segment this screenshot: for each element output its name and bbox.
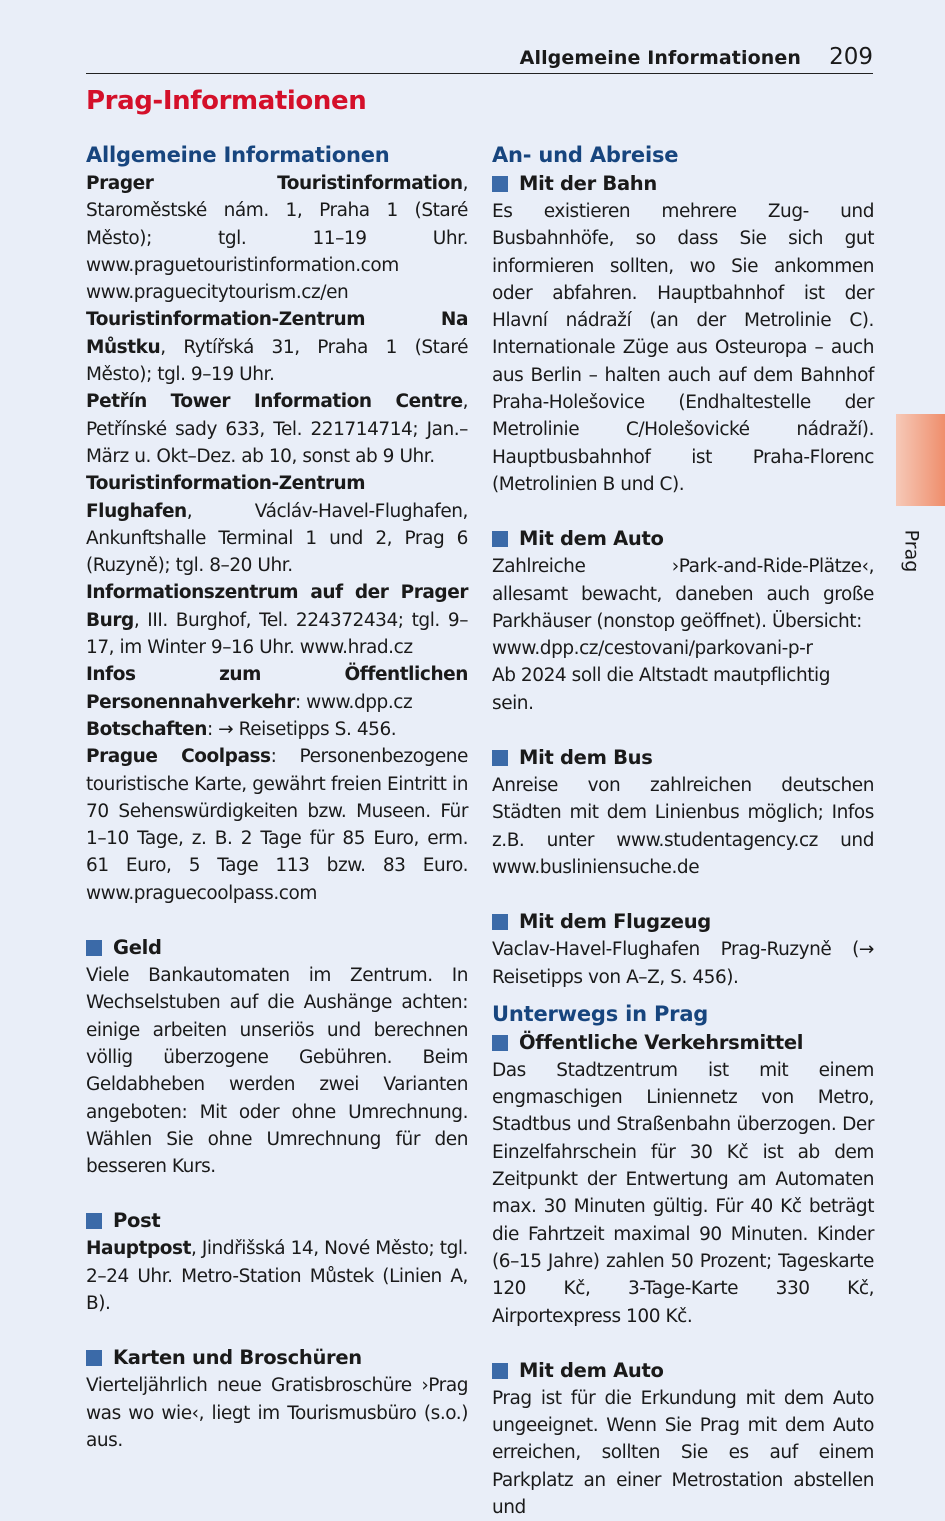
- heading-unterwegs: Unterwegs in Prag: [492, 1001, 709, 1026]
- running-header: [86, 44, 873, 74]
- text-oev: Das Stadtzentrum ist mit einem engmaschigen Liniennetz von Metro, Stadtbus und Straßenbahn überzogen. Der Einzelfahrschein für 30 Kč ist ab dem Zeitpunkt der Entwertung am Automaten max. 30 Minuten gültig. Für 40 Kč beträgt die Fahrtzeit maximal 90 Minuten. Kinder (6–15 Jahre) zahlen 50 Prozent; Tageskarte 120 Kč, 3-Tage-Karte 330 Kč, Airportexpress 100 Kč.: [492, 1059, 874, 1327]
- entry-oepnv: Infos zum Öffentlichen Personennahverkehr: www.dpp.cz: [86, 664, 468, 713]
- text-flugzeug: Vaclav-Havel-Flughafen Prag-Ruzyně (→ Reisetipps von A–Z, S. 456).: [492, 939, 874, 988]
- side-tab-marker: [896, 414, 945, 506]
- url-dpp-parkovani: www.dpp.cz/cestovani/parkovani-p-r: [492, 638, 813, 660]
- square-bullet-icon: [492, 914, 508, 930]
- note-maut: Ab 2024 soll die Altstadt mautpflichtig sein.: [492, 665, 831, 714]
- heading-karten: Karten und Broschüren: [86, 1344, 468, 1372]
- square-bullet-icon: [86, 940, 102, 956]
- heading-anreise: An- und Abreise: [492, 143, 679, 167]
- text-bahn: Es existieren mehrere Zug- und Busbahnhöfe, so dass Sie sich gut informieren sollten, wo Sie ankommen oder abfahren. Hauptbahnhof ist der Hlavní nádraží (an der Metrolinie C). Internationale Züge aus Osteuropa – auch aus Berlin – halten auch auf dem Bahnhof Praha-Holešovice (Endhaltestelle der Metrolinie C/Holešovické nádraží). Hauptbusbahnhof ist Praha-Florenc (Metrolinien B und C).: [492, 201, 874, 495]
- heading-geld: Geld: [86, 934, 468, 962]
- entry-burg: Informationszentrum auf der Prager Burg, III. Burghof, Tel. 224372434; tgl. 9–17, im Winter 9–16 Uhr. www.hrad.cz: [86, 582, 468, 659]
- heading-oev: Öffentliche Verkehrsmittel: [492, 1029, 874, 1057]
- entry-na-mustku: Touristinformation-Zentrum Na Můstku, Rytířská 31, Praha 1 (Staré Město); tgl. 9–19 Uhr.: [86, 309, 468, 386]
- heading-auto-unterwegs: Mit dem Auto: [492, 1357, 874, 1385]
- heading-auto-anreise: Mit dem Auto: [492, 525, 874, 553]
- square-bullet-icon: [492, 1363, 508, 1379]
- text-auto-anreise: Zahlreiche ›Park-and-Ride-Plätze‹, allesamt bewacht, daneben auch große Parkhäuser (nonstop geöffnet). Übersicht:: [492, 556, 874, 632]
- left-column: [86, 140, 468, 1454]
- page-title: Prag-Informationen: [86, 86, 367, 116]
- entry-coolpass: Prague Coolpass: Personenbezogene touristische Karte, gewährt freien Eintritt in 70 Sehenswürdigkeiten bzw. Museen. Für 1–10 Tage, z. B. 2 Tage für 85 Euro, erm. 61 Euro, 5 Tage 113 bzw. 83 Euro. www.praguecoolpass.com: [86, 746, 468, 904]
- text-auto-unterwegs: Prag ist für die Erkundung mit dem Auto ungeeignet. Wenn Sie Prag mit dem Auto erreichen, sollten Sie es auf einem Parkplatz an einer Metrostation abstellen und: [492, 1387, 874, 1518]
- square-bullet-icon: [492, 176, 508, 192]
- heading-allgemein: Allgemeine Informationen: [86, 143, 390, 167]
- heading-post: Post: [86, 1207, 468, 1235]
- section-auto-unterwegs: [492, 1357, 874, 1521]
- entry-flughafen: Touristinformation-Zentrum Flughafen, Václáv-Havel-Flughafen, Ankunftshalle Terminal 1 und 2, Prag 6 (Ruzyně); tgl. 8–20 Uhr.: [86, 473, 468, 577]
- text-post: Hauptpost, Jindřišská 14, Nové Město; tgl. 2–24 Uhr. Metro-Station Můstek (Linien A, B).: [86, 1238, 468, 1314]
- text-karten: Vierteljährlich neue Gratisbroschüre ›Prag was wo wie‹, liegt im Tourismusbüro (s.o.) aus.: [86, 1375, 468, 1451]
- text-bus: Anreise von zahlreichen deutschen Städten mit dem Linienbus möglich; Infos z.B. unter www.studentagency.cz und www.busliniensuche.de: [492, 775, 874, 878]
- section-geld: [86, 934, 468, 1180]
- square-bullet-icon: [492, 531, 508, 547]
- right-column: [492, 140, 874, 1521]
- text-geld: Viele Bankautomaten im Zentrum. In Wechselstuben auf die Aushänge achten: einige arbeiten unseriös und berechnen völlig überzogene Gebühren. Beim Geldabheben werden zwei Varianten angeboten: Mit oder ohne Umrechnung. Wählen Sie ohne Umrechnung für den besseren Kurs.: [86, 965, 468, 1178]
- square-bullet-icon: [86, 1350, 102, 1366]
- section-bus: [492, 744, 874, 881]
- section-allgemein: [86, 140, 468, 907]
- side-tab-label: Prag: [900, 529, 923, 573]
- square-bullet-icon: [492, 1035, 508, 1051]
- section-unterwegs: [492, 999, 874, 1330]
- heading-bus: Mit dem Bus: [492, 744, 874, 772]
- running-title: Allgemeine Informationen: [519, 47, 801, 69]
- entry-botschaften: Botschaften: → Reisetipps S. 456.: [86, 718, 397, 740]
- entry-touristinfo: Prager Touristinformation, Staroměstské nám. 1, Praha 1 (Staré Město); tgl. 11–19 Uhr. www.praguetouristinformation.com www.praguecitytourism.cz/en: [86, 173, 468, 304]
- heading-flugzeug: Mit dem Flugzeug: [492, 908, 874, 936]
- section-post: [86, 1207, 468, 1317]
- heading-bahn: Mit der Bahn: [492, 170, 874, 198]
- section-auto-anreise: [492, 525, 874, 717]
- page-number: 209: [829, 44, 873, 70]
- entry-petrin: Petřín Tower Information Centre, Petřínské sady 633, Tel. 221714714; Jan.–März u. Okt–Dez. ab 10, sonst ab 9 Uhr.: [86, 391, 468, 467]
- section-karten: [86, 1344, 468, 1454]
- section-anreise: [492, 140, 874, 498]
- square-bullet-icon: [86, 1213, 102, 1229]
- section-flugzeug: [492, 908, 874, 991]
- square-bullet-icon: [492, 750, 508, 766]
